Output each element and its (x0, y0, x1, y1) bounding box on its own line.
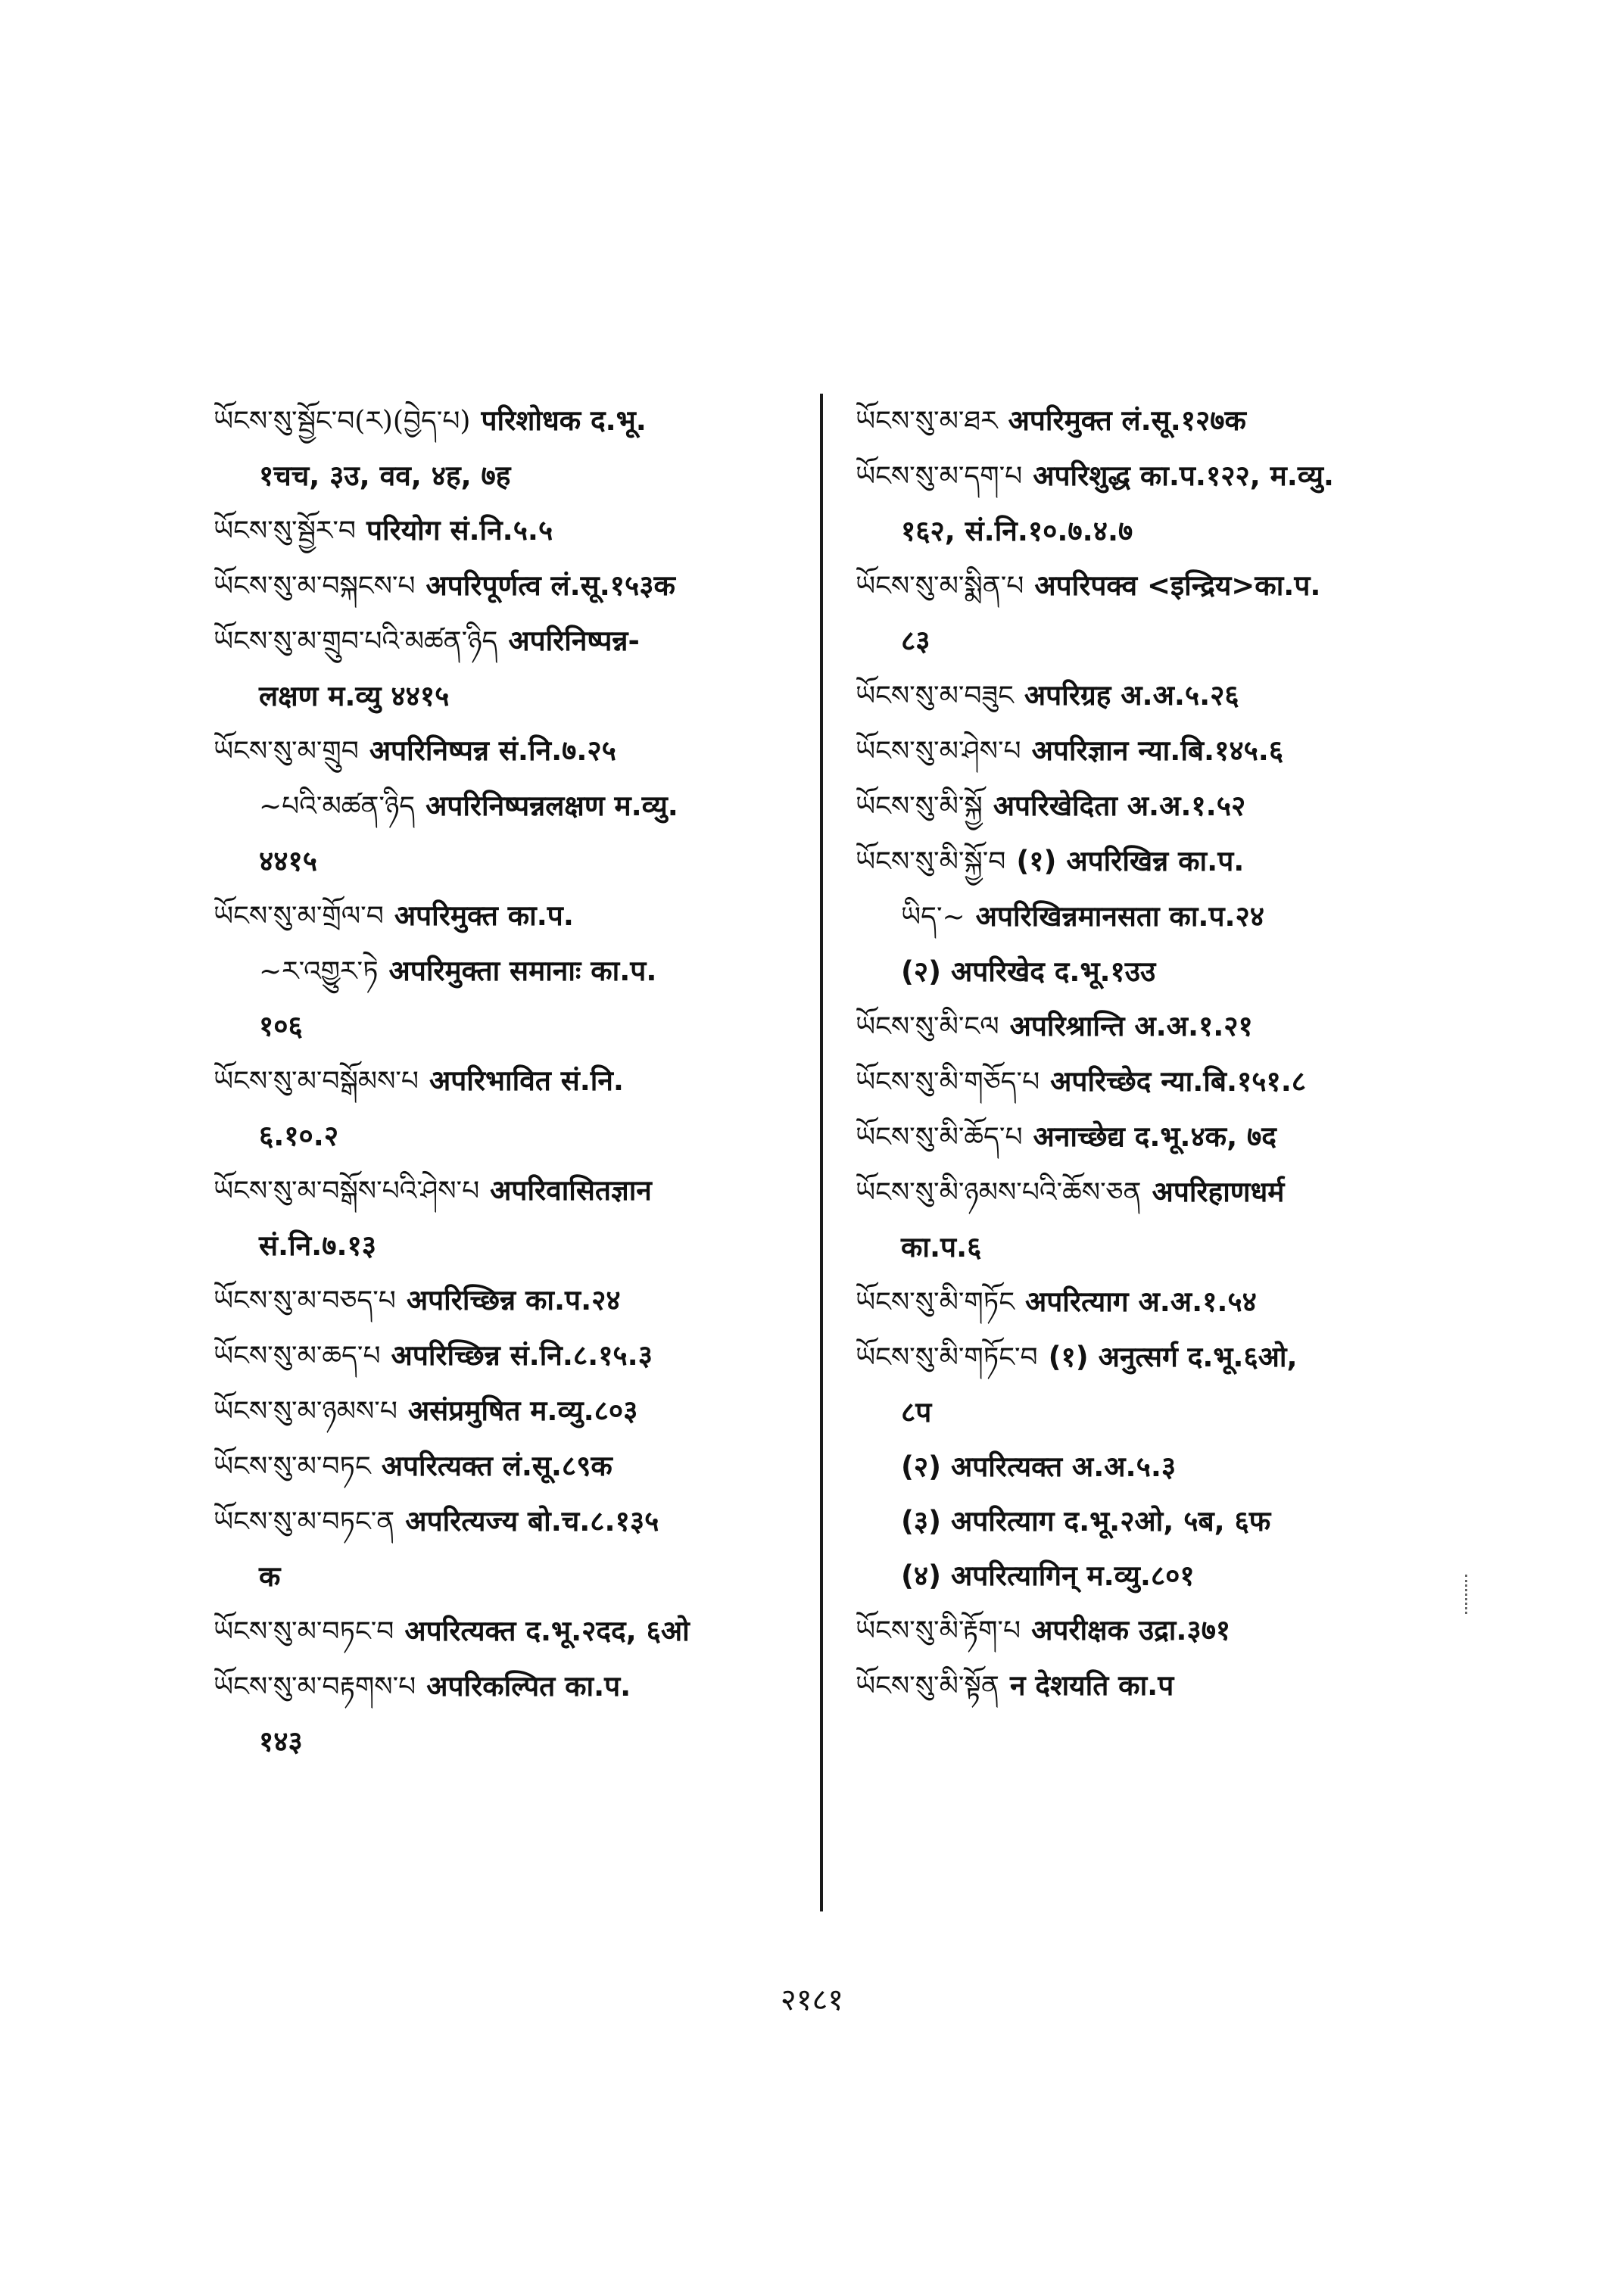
tibetan-headword: ཡོངས་སུ་མི་གཏོང (856, 1287, 1015, 1318)
sanskrit-equivalent: १चच, ३उ, वव, ४ह, ७ह (259, 460, 511, 492)
sanskrit-equivalent: अपरिच्छिन्न का.प.२४ (406, 1284, 621, 1316)
dictionary-entry (214, 1604, 819, 1659)
dictionary-entry (214, 1109, 819, 1164)
tibetan-headword: ཡོངས་སུ་མ་ཆད་པ (214, 1341, 381, 1372)
dictionary-entry (856, 1659, 1461, 1714)
sanskrit-equivalent: अपरिमुक्त लं.सू.१२७क (1008, 404, 1246, 437)
sanskrit-equivalent: अपरित्यक्त द.भू.२दद, ६ओ (404, 1615, 690, 1647)
sanskrit-equivalent: (१) अपरिखिन्न का.प. (1016, 845, 1245, 877)
dictionary-entry (856, 668, 1461, 724)
sanskrit-equivalent: अपरित्याग अ.अ.१.५४ (1025, 1285, 1257, 1318)
dictionary-entry (214, 614, 819, 669)
sanskrit-equivalent: अपरिच्छिन्न सं.नि.८.१५.३ (391, 1339, 653, 1372)
sanskrit-equivalent: अपरिग्रह अ.अ.५.२६ (1024, 679, 1239, 712)
dictionary-entry (856, 1385, 1461, 1440)
sanskrit-equivalent: न देशयति का.प (1009, 1669, 1174, 1702)
dictionary-entry (214, 394, 819, 449)
tibetan-headword: ཡོངས་སུ་མ་སྨིན་པ (856, 571, 1024, 602)
dictionary-entry (856, 1220, 1461, 1275)
dictionary-entry (856, 1055, 1461, 1110)
sanskrit-equivalent: (२) अपरित्यक्त अ.अ.५.३ (901, 1450, 1177, 1483)
sanskrit-equivalent: ४४१५ (259, 845, 317, 877)
sanskrit-equivalent: (२) अपरिखेद द.भू.१उउ (901, 955, 1156, 988)
tibetan-headword: ཡོངས་སུ་མི་སྐྱོ (856, 791, 983, 822)
tibetan-headword: ཡོངས་སུ་མ་བསྒོམས་པ (214, 1066, 419, 1097)
tibetan-headword: ཡོངས་སུ་མ་བརྟགས་པ (214, 1671, 416, 1703)
dictionary-entry (856, 1603, 1461, 1659)
tibetan-headword: ཡོངས་སུ་མ་དག་པ (856, 461, 1023, 492)
sanskrit-equivalent: अपरिच्छेद न्या.बि.१५१.८ (1050, 1065, 1307, 1098)
dictionary-entry (856, 889, 1461, 945)
dictionary-entry (856, 834, 1461, 889)
sanskrit-equivalent: अपरिनिष्पन्नलक्षण म.व्यु. (425, 790, 678, 822)
sanskrit-equivalent: अपरिज्ञान न्या.बि.१४५.६ (1031, 734, 1284, 767)
tibetan-headword: ཡོངས་སུ་མ་བསྐངས་པ (214, 571, 416, 602)
left-column (214, 394, 819, 1769)
tibetan-headword: ཡོངས་སུ་མ་བཏང་ན (214, 1506, 395, 1537)
dictionary-entry (856, 999, 1461, 1055)
column-divider (820, 394, 823, 1911)
dictionary-entry (856, 1440, 1461, 1494)
dictionary-entry (856, 1165, 1461, 1220)
sanskrit-equivalent: असंप्रमुषित म.व्यु.८०३ (407, 1394, 638, 1427)
dictionary-entry (214, 1164, 819, 1219)
tibetan-headword: ཡོངས་སུ་མ་བཏང (214, 1451, 371, 1482)
tibetan-headword: ཡོངས་སུ་མི་ཉམས་པའི་ཆོས་ཅན (856, 1177, 1142, 1208)
tibetan-headword: ཡོངས་སུ་མི་སྐྱོ་བ (856, 846, 1006, 877)
sanskrit-equivalent: अपरिवासितज्ञान (490, 1174, 652, 1207)
tibetan-headword: ཡོངས་སུ་སྦྱོང་བ(ར)(བྱེད་པ) (214, 406, 471, 437)
dictionary-entry (856, 1110, 1461, 1165)
sanskrit-equivalent: अपरिमुक्ता समानाः का.प. (388, 955, 657, 987)
dictionary-entry (856, 559, 1461, 614)
dictionary-entry (214, 999, 819, 1054)
dictionary-entry (214, 449, 819, 503)
dictionary-entry (214, 1550, 819, 1604)
dictionary-entry (856, 504, 1461, 559)
dictionary-entry (856, 779, 1461, 834)
sanskrit-equivalent: अपरिश्रान्ति अ.अ.१.२१ (1009, 1010, 1253, 1042)
dictionary-entry (214, 1329, 819, 1384)
sanskrit-equivalent: अनाच्छेद्य द.भू.४क, ७द (1033, 1120, 1276, 1153)
sanskrit-equivalent: अपरीक्षक उद्रा.३७१ (1031, 1614, 1231, 1647)
sanskrit-equivalent: अपरित्यक्त लं.सू.८९क (381, 1450, 613, 1482)
sanskrit-equivalent: अपरिखेदिता अ.अ.१.५२ (993, 790, 1246, 822)
sanskrit-equivalent: (३) अपरित्याग द.भू.२ओ, ५ब, ६फ (901, 1505, 1271, 1537)
sanskrit-equivalent: अपरिहाणधर्म (1152, 1176, 1285, 1208)
tibetan-headword: ཡོངས་སུ་མ་ཤེས་པ (856, 736, 1021, 767)
sanskrit-equivalent: अपरिनिष्पन्न सं.नि.७.२५ (369, 734, 616, 767)
dictionary-entry (214, 1273, 819, 1329)
sanskrit-equivalent: का.प.६ (901, 1231, 982, 1263)
sanskrit-equivalent: १४३ (259, 1725, 303, 1758)
tibetan-headword: ཡོངས་སུ་མ་བཏང་བ (214, 1616, 394, 1647)
sanskrit-equivalent: अपरिकल्पित का.प. (426, 1670, 631, 1703)
sanskrit-equivalent: क (259, 1560, 281, 1593)
tibetan-headword: ཡོངས་སུ་མི་གཏོང་བ (856, 1342, 1038, 1373)
dictionary-entry (214, 1384, 819, 1439)
margin-mark (1465, 1575, 1470, 1614)
tibetan-headword: ཡིད་~ (901, 902, 965, 933)
sanskrit-equivalent: अपरिशुद्ध का.प.१२२, म.व्यु. (1033, 460, 1334, 492)
tibetan-headword: ཡོངས་སུ་མ་གྲུབ་པའི་མཚན་ཉིད (214, 626, 498, 657)
tibetan-headword: ཡོངས་སུ་མ་བཟུང (856, 681, 1014, 712)
dictionary-entry (856, 394, 1461, 449)
sanskrit-equivalent: ८प (901, 1396, 932, 1428)
sanskrit-equivalent: (१) अनुत्सर्ग द.भू.६ओ, (1048, 1341, 1298, 1373)
dictionary-entry (214, 724, 819, 779)
sanskrit-equivalent: ८३ (901, 625, 930, 657)
tibetan-headword: ཡོངས་སུ་མི་ཆོད་པ (856, 1122, 1023, 1153)
sanskrit-equivalent: अपरिभावित सं.नि. (429, 1064, 624, 1097)
sanskrit-equivalent: अपरिपूर्णत्व लं.सू.१५३क (425, 569, 675, 602)
tibetan-headword: ཡོངས་སུ་མ་གྲུབ (214, 736, 359, 767)
tibetan-headword: ཡོངས་སུ་མི་རྟོག་པ (856, 1615, 1021, 1647)
dictionary-entry (214, 779, 819, 834)
tibetan-headword: ~པའི་མཚན་ཉིད (259, 791, 416, 822)
page-number: २१८१ (780, 1983, 844, 2017)
dictionary-entry (214, 669, 819, 724)
dictionary-entry (214, 1054, 819, 1109)
dictionary-entry (856, 1494, 1461, 1549)
sanskrit-equivalent: लक्षण म.व्यु ४४१५ (259, 680, 450, 712)
sanskrit-equivalent: परियोग सं.नि.५.५ (366, 514, 553, 547)
tibetan-headword: ཡོངས་སུ་སྦྱོར་བ (214, 516, 356, 547)
sanskrit-equivalent: १६२, सं.नि.१०.७.४.७ (901, 515, 1133, 547)
dictionary-entry (214, 1439, 819, 1494)
tibetan-headword: ཡོངས་སུ་མ་བསྒོས་པའི་ཤེས་པ (214, 1176, 480, 1207)
tibetan-headword: ཡོངས་སུ་མ་བཅད་པ (214, 1285, 396, 1316)
dictionary-entry (856, 945, 1461, 999)
tibetan-headword: ~ར་འགྱུར་ཏེ (259, 956, 379, 987)
dictionary-entry (214, 559, 819, 614)
tibetan-headword: ཡོངས་སུ་མ་ཐར (856, 406, 998, 437)
dictionary-entry (214, 944, 819, 999)
sanskrit-equivalent: अपरिपक्व <इन्द्रिय>का.प. (1034, 569, 1321, 602)
sanskrit-equivalent: १०६ (259, 1010, 303, 1042)
dictionary-entry (856, 1275, 1461, 1330)
sanskrit-equivalent: ६.१०.२ (259, 1120, 339, 1152)
sanskrit-equivalent: अपरिखिन्नमानसता का.प.२४ (975, 900, 1265, 933)
dictionary-entry (856, 614, 1461, 668)
tibetan-headword: ཡོངས་སུ་མ་ཉམས་པ (214, 1396, 397, 1427)
dictionary-entry (214, 1659, 819, 1715)
dictionary-entry (856, 724, 1461, 779)
dictionary-entry (214, 503, 819, 559)
tibetan-headword: ཡོངས་སུ་མ་གྲོལ་བ (214, 901, 384, 932)
sanskrit-equivalent: अपरित्यज्य बो.च.८.१३५ (405, 1505, 659, 1537)
dictionary-entry (856, 1549, 1461, 1603)
right-column (856, 394, 1461, 1714)
dictionary-entry (214, 889, 819, 944)
dictionary-entry (856, 1330, 1461, 1385)
dictionary-entry (214, 834, 819, 889)
tibetan-headword: ཡོངས་སུ་མི་སྟོན (856, 1671, 999, 1702)
tibetan-headword: ཡོངས་སུ་མི་ངལ (856, 1011, 999, 1042)
dictionary-entry (214, 1219, 819, 1273)
sanskrit-equivalent: अपरिमुक्त का.प. (394, 899, 574, 932)
dictionary-entry (214, 1494, 819, 1550)
sanskrit-equivalent: परिशोधक द.भू. (481, 404, 647, 437)
sanskrit-equivalent: सं.नि.७.१३ (259, 1229, 377, 1262)
dictionary-entry (214, 1715, 819, 1769)
tibetan-headword: ཡོངས་སུ་མི་གཅོད་པ (856, 1067, 1040, 1098)
sanskrit-equivalent: (४) अपरित्यागिन् म.व्यु.८०१ (901, 1559, 1195, 1592)
dictionary-entry (856, 449, 1461, 504)
sanskrit-equivalent: अपरिनिष्पन्न- (508, 625, 640, 657)
